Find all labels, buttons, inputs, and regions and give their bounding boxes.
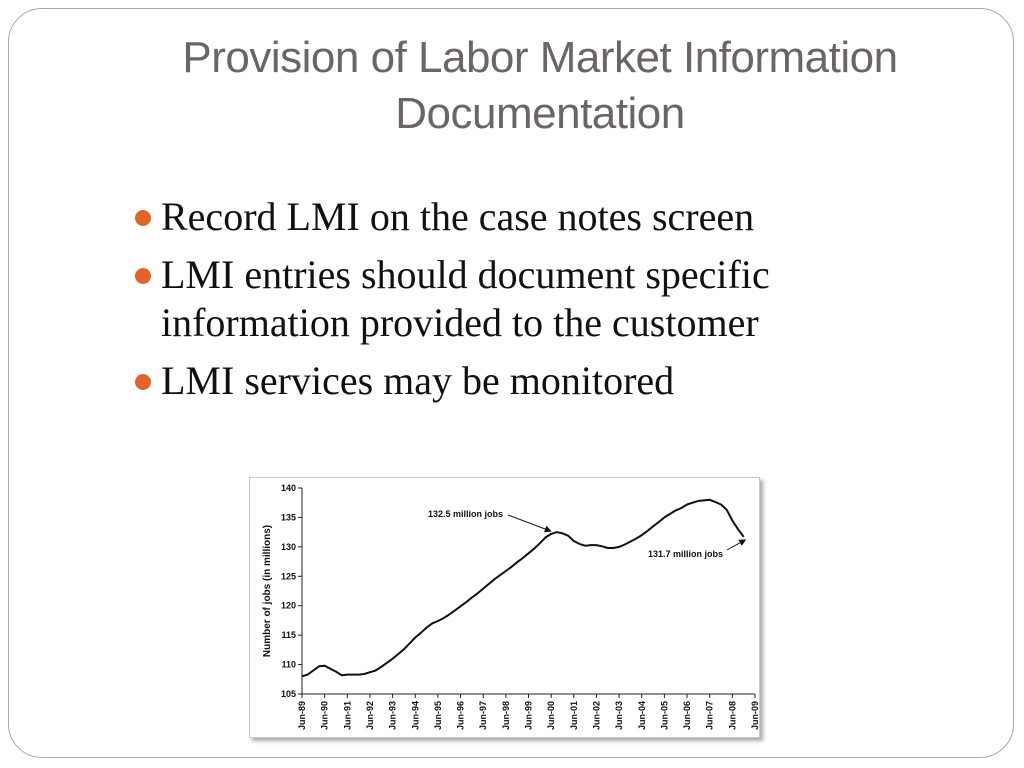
y-tick-label: 135 [280,512,296,523]
x-tick-label: Jun-98 [500,701,511,731]
jobs-series-line [302,500,744,677]
y-tick-label: 110 [281,659,296,670]
x-tick-label: Jun-05 [659,701,670,731]
x-tick-label: Jun-94 [410,701,421,731]
x-tick-label: Jun-90 [319,701,330,731]
x-tick-label: Jun-03 [614,701,625,731]
x-tick-label: Jun-97 [478,701,489,731]
bullet-text-line-2: information provided to the customer [161,300,759,345]
x-tick-label: Jun-06 [682,701,693,731]
x-tick-label: Jun-93 [387,701,398,731]
x-tick-label: Jun-04 [636,701,647,731]
bullet-text-line-1: LMI entries should document specific [161,252,770,297]
bullet-dot-icon [135,374,151,390]
bullet-text: LMI services may be monitored [161,358,675,403]
y-axis-title: Number of jobs (in millions) [262,524,273,658]
bullet-dot-icon [135,268,151,284]
x-tick-label: Jun-99 [523,701,534,731]
y-tick-label: 105 [280,689,296,699]
bullet-text: Record LMI on the case notes screen [161,194,755,239]
bullet-dot-icon [135,210,151,226]
title-line-2: Documentation [395,89,685,138]
annotation-arrow [508,515,551,531]
bullet-list [133,193,933,415]
bullet-item [133,193,933,241]
x-tick-label: Jun-96 [455,701,466,731]
bullet-item [133,251,933,347]
x-tick-label: Jun-92 [364,701,375,731]
y-tick-label: 130 [280,541,296,552]
annotation-label: 131.7 million jobs [648,549,724,559]
x-tick-label: Jun-91 [342,701,353,731]
slide-title [100,30,980,142]
x-tick-label: Jun-02 [591,701,602,731]
x-tick-label: Jun-07 [704,701,715,731]
y-tick-label: 120 [280,600,296,611]
x-tick-label: Jun-09 [750,701,760,731]
jobs-chart [249,477,760,738]
y-tick-label: 115 [281,630,296,641]
x-tick-label: Jun-89 [297,701,307,731]
y-tick-label: 125 [280,571,296,582]
x-tick-label: Jun-95 [432,701,443,731]
annotation-arrow [727,540,745,550]
x-tick-label: Jun-01 [568,701,579,731]
jobs-chart-svg [250,478,761,739]
title-line-1: Provision of Labor Market Information [182,33,898,82]
bullet-item [133,357,933,405]
annotation-label: 132.5 million jobs [428,509,504,519]
y-tick-label: 140 [280,483,296,493]
x-tick-label: Jun-08 [727,701,738,731]
x-tick-label: Jun-00 [546,701,557,731]
